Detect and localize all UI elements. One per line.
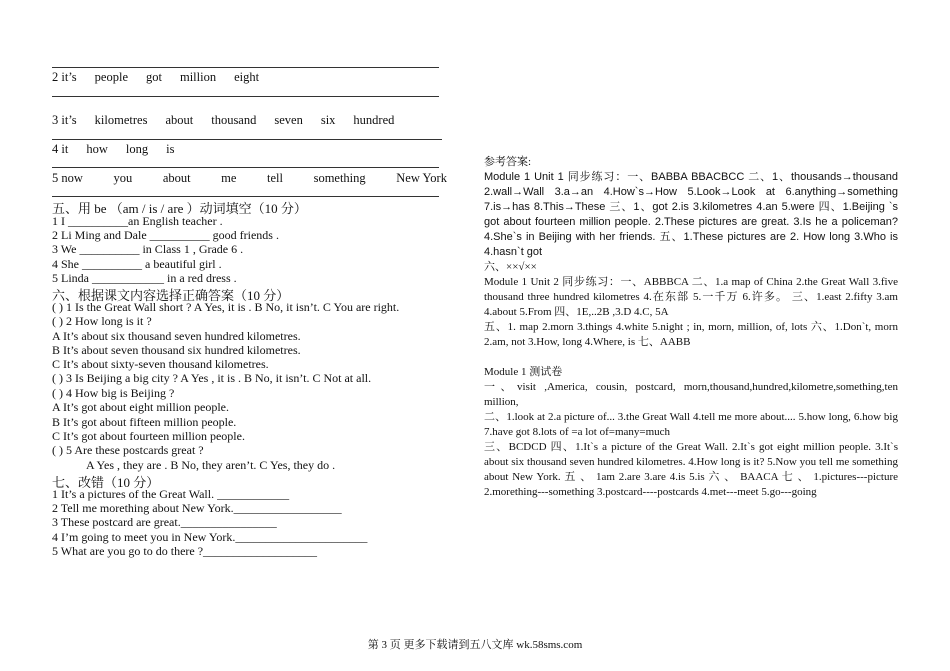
word-token: about <box>165 113 194 127</box>
sec7-item: 4 I’m going to meet you in New York.______________________ <box>52 530 368 544</box>
word-order-q2 <box>52 70 277 85</box>
sec7-item: 1 It’s a pictures of the Great Wall. ____________ <box>52 487 290 501</box>
word-order-q4 <box>52 142 192 157</box>
sec5-item: 5 Linda ____________ in a red dress . <box>52 271 237 285</box>
sec7-item: 3 These postcard are great.________________ <box>52 515 277 529</box>
sec6-line: C It’s got about fourteen million people. <box>52 429 245 443</box>
word-token: me <box>221 171 237 185</box>
answer-line <box>52 96 439 97</box>
word-token: 2 it’s <box>52 70 77 84</box>
sec6-line: ( ) 3 Is Beijing a big city ? A Yes , it is . B No, it isn’t. C Not at all. <box>52 371 372 385</box>
word-token: is <box>166 142 175 156</box>
test-title: Module 1 测试卷 <box>484 366 563 378</box>
word-order-q3 <box>52 113 412 128</box>
word-token: New York <box>396 171 447 185</box>
sec6-line: B It’s about seven thousand six hundred kilometres. <box>52 343 301 357</box>
word-token: kilometres <box>94 113 148 127</box>
sec6-line: B It’s got about fifteen million people. <box>52 415 237 429</box>
answer-key <box>484 155 898 500</box>
unit1-six: 六、××√×× <box>484 261 537 273</box>
sec6-line: C It’s about sixty-seven thousand kilometres. <box>52 357 269 371</box>
word-token: thousand <box>211 113 257 127</box>
word-token: got <box>146 70 162 84</box>
word-token: about <box>162 171 191 185</box>
sec5-item: 4 She __________ a beautiful girl . <box>52 257 222 271</box>
sec6-line: A Yes , they are . B No, they aren’t. C Yes, they do . <box>86 458 336 472</box>
word-token: eight <box>234 70 260 84</box>
test-answers: 一、visit ,America, cousin, postcard, morn,thousand,hundred,kilometre,something,ten million, <box>484 381 898 408</box>
section-7-title: 七、改错（10 分） <box>52 475 160 490</box>
sec5-item: 3 We __________ in Class 1 , Grade 6 . <box>52 242 244 256</box>
word-order-q5 <box>52 171 465 186</box>
word-token: million <box>179 70 217 84</box>
sec6-line: A It’s about six thousand seven hundred kilometres. <box>52 329 301 343</box>
word-token: people <box>94 70 128 84</box>
sec6-line: ( ) 5 Are these postcards great ? <box>52 443 204 457</box>
page-footer: 第 3 页 更多下载请到五八文库 wk.58sms.com <box>367 639 583 651</box>
word-token: tell <box>267 171 283 185</box>
answer-line <box>52 67 439 68</box>
unit2-answers-b: 五、1. map 2.morn 3.things 4.white 5.night ; in, morn, million, of, lots 六、1.Don`t, morn 2.am, not 3.How, long 4.Where, is 七、AABB <box>484 321 898 348</box>
section-5-title: 五、用 be （am / is / are ）动词填空（10 分） <box>52 201 307 216</box>
section-6-title: 六、根据课文内容选择正确答案（10 分） <box>52 288 290 303</box>
word-token: how <box>86 142 108 156</box>
word-token: 4 it <box>52 142 69 156</box>
sec6-line: ( ) 4 How big is Beijing ? <box>52 386 175 400</box>
word-token: 5 now <box>52 171 83 185</box>
answer-line <box>52 167 439 168</box>
sec5-item: 1 I __________an English teacher . <box>52 214 223 228</box>
word-token: something <box>313 171 366 185</box>
unit1-answers: Module 1 Unit 1 同步练习：一、BABBA BBACBCC 二、1、thousands→thousand 2.wall→Wall 3.a→an 4.How`s→How 5.Look→Look at 6.anything→something 7.is→has 8.This→These 三、1、got 2.is 3.kilometres 4.an 5.were 四、1.Beijing `s got about fourteen million people. 2.These pictures are great. 3.Is he a policeman? 4.She`s in Beijing with her friends. 五、1.These pictures are 2. How long 3.Who is 4.hasn`t got <box>484 171 898 258</box>
sec6-line: ( ) 1 Is the Great Wall short ? A Yes, it is . B No, it isn’t. C You are right. <box>52 300 400 314</box>
test-answers-b: 二、1.look at 2.a picture of... 3.the Great Wall 4.tell me more about.... 5.how long, 6.how big 7.have got 8.lots of =a lot of=many=much <box>484 411 898 438</box>
sec6-line: ( ) 2 How long is it ? <box>52 314 152 328</box>
sec6-line: A It’s got about eight million people. <box>52 400 229 414</box>
word-token: long <box>125 142 149 156</box>
answer-key-title: 参考答案: <box>484 156 532 168</box>
sec7-item: 2 Tell me morething about New York.__________________ <box>52 501 342 515</box>
unit2-answers: Module 1 Unit 2 同步练习：一、ABBBCA 二、1.a map of China 2.the Great Wall 3.five thousand three hundred kilometres 4.在东部 5.一千万 6.许多。 三、1.east 2.fifty 3.am 4.about 5.From 四、1E,..2B ,3.D 4.C, 5A <box>484 276 898 318</box>
word-token: you <box>113 171 133 185</box>
sec5-item: 2 Li Ming and Dale __________ good friends . <box>52 228 279 242</box>
sec7-item: 5 What are you go to do there ?___________________ <box>52 544 318 558</box>
word-token: hundred <box>353 113 395 127</box>
answer-line <box>52 196 439 197</box>
answer-line <box>52 139 442 140</box>
word-token: six <box>320 113 336 127</box>
word-token: 3 it’s <box>52 113 77 127</box>
word-token: seven <box>274 113 303 127</box>
test-answers-c: 三、BCDCD 四、1.It`s a picture of the Great Wall. 2.It`s got eight million people. 3.It`s about six thousand seven hundred kilometres. 4.How long is it? 5.Now you tell me something about New York. 五 、 1am 2.are 3.are 4.is 5.is 六 、 BAACA 七 、 1.pictures---picture 2.morething---something 3.postcard----postcards 4.met---meet 5.go---going <box>484 441 898 498</box>
